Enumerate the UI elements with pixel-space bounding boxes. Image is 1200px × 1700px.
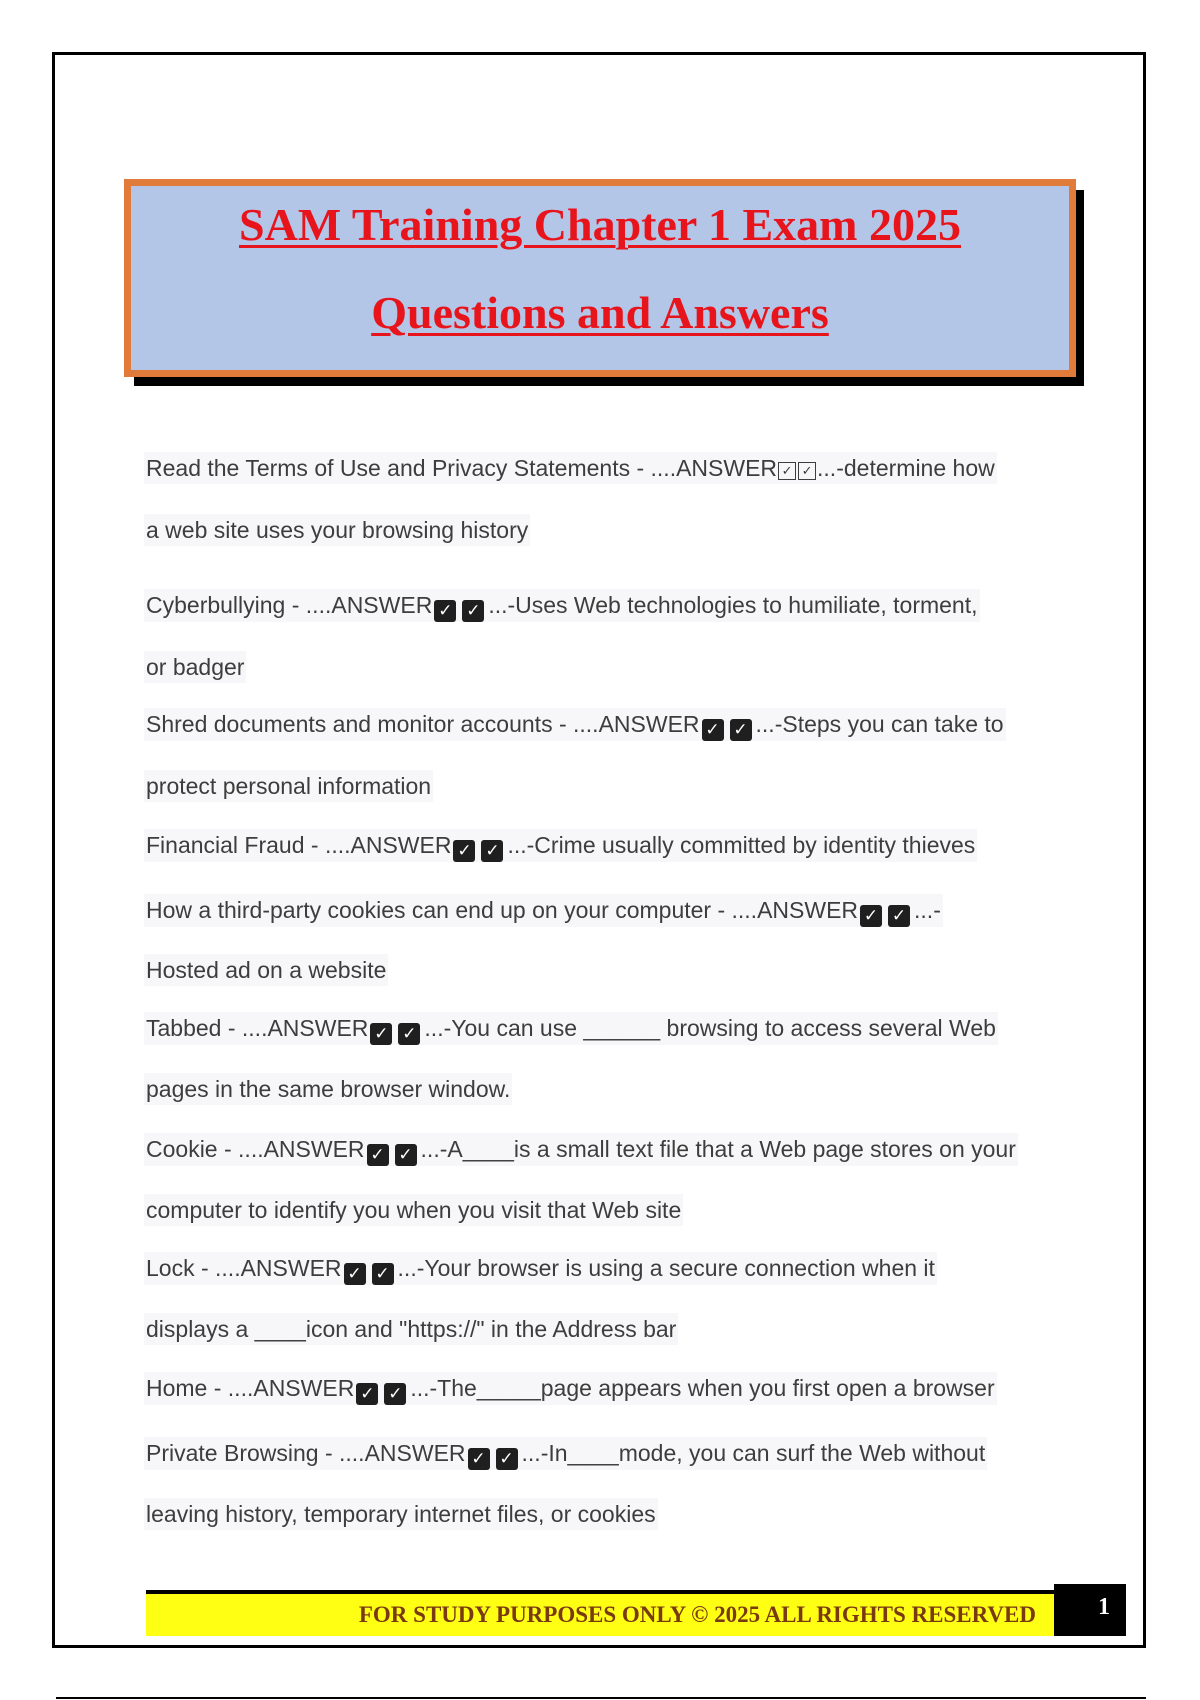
check-box-icon: ✓ xyxy=(372,1263,394,1285)
check-box-icon: ✓ xyxy=(356,1383,378,1405)
qa-item-5-answer: ...- xyxy=(914,897,941,923)
footer-bar xyxy=(146,1590,1054,1636)
check-box-icon: ✓ xyxy=(888,905,910,927)
check-box-icon: ✓ xyxy=(798,462,816,480)
page-number: 1 xyxy=(1098,1594,1110,1620)
check-box-icon: ✓ xyxy=(384,1383,406,1405)
qa-item-2-question: Cyberbullying - ....ANSWER xyxy=(146,592,433,618)
check-box-icon: ✓ xyxy=(370,1023,392,1045)
check-box-icon: ✓ xyxy=(344,1263,366,1285)
qa-item-4-answer: ...-Crime usually committed by identity thieves xyxy=(507,832,976,858)
check-box-icon: ✓ xyxy=(860,905,882,927)
qa-item-8-line-2: displays a ____icon and "https://" in the Address bar xyxy=(144,1313,678,1345)
qa-item-2-line-2: or badger xyxy=(144,651,246,683)
qa-item-1-answer: ...-determine how xyxy=(817,455,995,481)
check-box-icon: ✓ xyxy=(367,1144,389,1166)
qa-item-5-line-1 xyxy=(144,894,943,927)
qa-item-10-question: Private Browsing - ....ANSWER xyxy=(146,1440,466,1466)
check-box-icon: ✓ xyxy=(468,1448,490,1470)
page-number-box xyxy=(1054,1584,1126,1636)
qa-item-2-line-1 xyxy=(144,589,980,622)
check-box-icon: ✓ xyxy=(702,719,724,741)
qa-item-7-answer: ...-A____is a small text file that a Web page stores on your xyxy=(420,1136,1016,1162)
footer-text: FOR STUDY PURPOSES ONLY © 2025 ALL RIGHTS RESERVED xyxy=(358,1602,1036,1627)
qa-item-10-answer: ...-In____mode, you can surf the Web without xyxy=(521,1440,986,1466)
qa-item-6-answer: ...-You can use ______ browsing to access several Web xyxy=(424,1015,996,1041)
qa-item-1-question: Read the Terms of Use and Privacy Statements - ....ANSWER xyxy=(146,455,778,481)
check-box-icon: ✓ xyxy=(496,1448,518,1470)
check-box-icon: ✓ xyxy=(434,600,456,622)
qa-item-9-line-1 xyxy=(144,1372,997,1405)
qa-item-7-line-2: computer to identify you when you visit that Web site xyxy=(144,1194,683,1226)
qa-item-4-question: Financial Fraud - ....ANSWER xyxy=(146,832,452,858)
qa-item-4-line-1 xyxy=(144,829,977,862)
qa-item-8-answer: ...-Your browser is using a secure connection when it xyxy=(397,1255,935,1281)
check-box-icon: ✓ xyxy=(778,462,796,480)
qa-item-1-line-1 xyxy=(144,452,997,484)
qa-item-5-question: How a third-party cookies can end up on your computer - ....ANSWER xyxy=(146,897,859,923)
qa-item-7-line-1 xyxy=(144,1133,1018,1166)
qa-item-6-line-2: pages in the same browser window. xyxy=(144,1073,512,1105)
check-box-icon: ✓ xyxy=(453,840,475,862)
qa-item-2-answer: ...-Uses Web technologies to humiliate, torment, xyxy=(488,592,978,618)
qa-item-10-line-1 xyxy=(144,1437,987,1470)
qa-item-3-answer: ...-Steps you can take to xyxy=(755,711,1004,737)
check-box-icon: ✓ xyxy=(730,719,752,741)
qa-item-6-line-1 xyxy=(144,1012,998,1045)
qa-item-3-question: Shred documents and monitor accounts - ....ANSWER xyxy=(146,711,700,737)
title-box xyxy=(124,179,1076,377)
check-box-icon: ✓ xyxy=(398,1023,420,1045)
qa-item-8-line-1 xyxy=(144,1252,937,1285)
check-box-icon: ✓ xyxy=(395,1144,417,1166)
qa-item-5-line-2: Hosted ad on a website xyxy=(144,954,388,986)
qa-item-3-line-1 xyxy=(144,708,1006,741)
qa-item-9-answer: ...-The_____page appears when you first open a browser xyxy=(410,1375,995,1401)
title-line-1: SAM Training Chapter 1 Exam 2025 xyxy=(238,199,961,250)
check-box-icon: ✓ xyxy=(462,600,484,622)
qa-item-9-question: Home - ....ANSWER xyxy=(146,1375,355,1401)
qa-item-10-line-2: leaving history, temporary internet files, or cookies xyxy=(144,1498,658,1530)
check-box-icon: ✓ xyxy=(481,840,503,862)
qa-item-1-line-2: a web site uses your browsing history xyxy=(144,514,530,546)
qa-item-3-line-2: protect personal information xyxy=(144,770,433,802)
qa-item-8-question: Lock - ....ANSWER xyxy=(146,1255,342,1281)
bottom-rule xyxy=(56,1697,1146,1699)
qa-item-6-question: Tabbed - ....ANSWER xyxy=(146,1015,369,1041)
qa-item-7-question: Cookie - ....ANSWER xyxy=(146,1136,365,1162)
title-line-2: Questions and Answers xyxy=(371,287,829,338)
